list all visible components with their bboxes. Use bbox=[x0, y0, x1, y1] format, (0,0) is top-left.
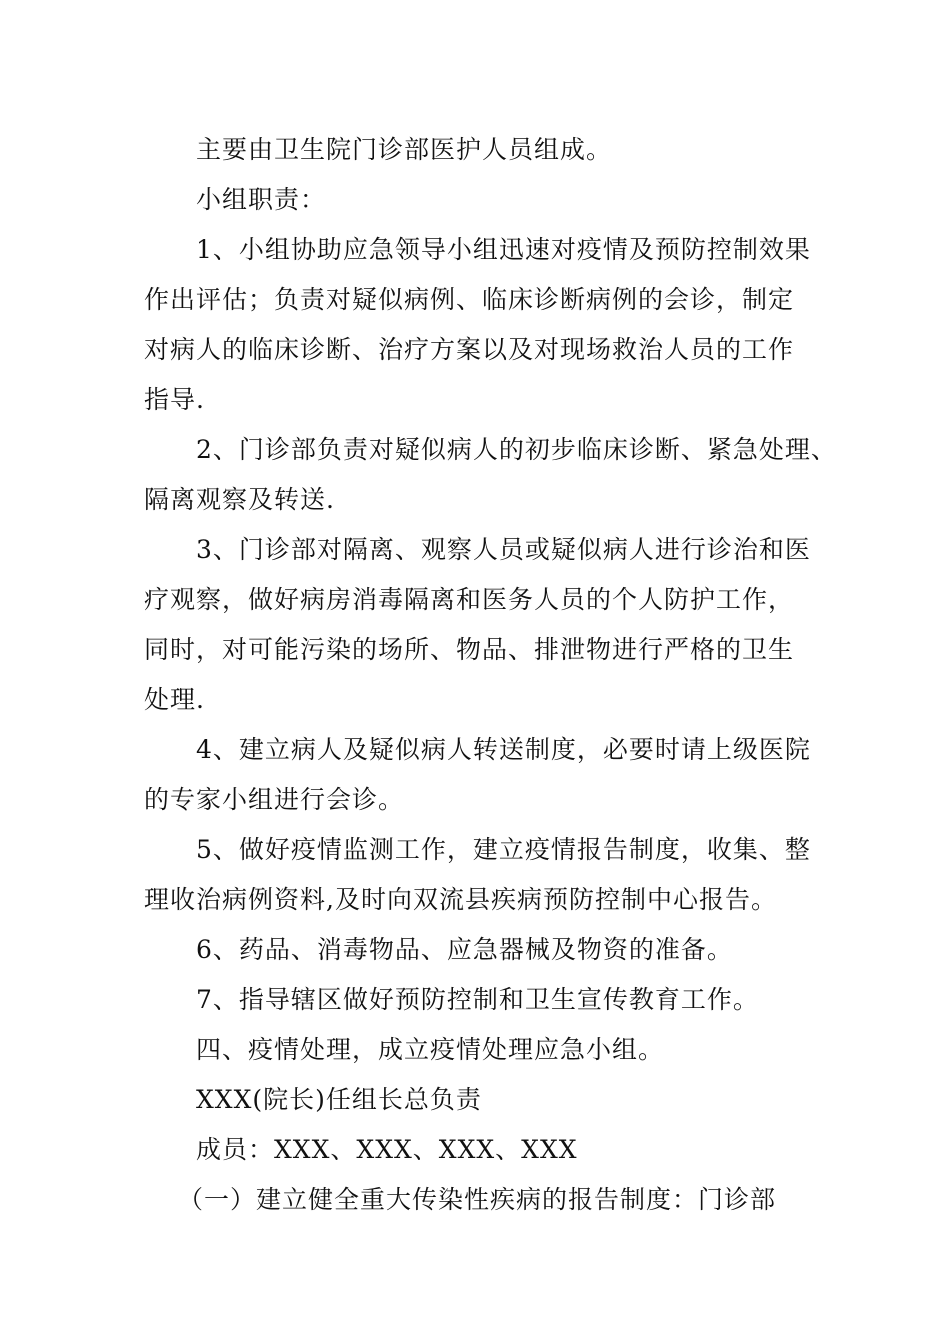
text-line: 对病人的临床诊断、治疗方案以及对现场救治人员的工作 bbox=[144, 335, 795, 364]
text-line: 3、门诊部对隔离、观察人员或疑似病人进行诊治和医 bbox=[196, 535, 811, 564]
text-line: 主要由卫生院门诊部医护人员组成。 bbox=[196, 135, 613, 164]
text-line: 5、做好疫情监测工作，建立疫情报告制度，收集、整 bbox=[196, 835, 811, 864]
text-line: 6、药品、消毒物品、应急器械及物资的准备。 bbox=[196, 935, 733, 964]
text-line: 指导. bbox=[144, 385, 205, 414]
text-line: 1、小组协助应急领导小组迅速对疫情及预防控制效果 bbox=[196, 235, 811, 264]
text-line: （一）建立健全重大传染性疾病的报告制度：门诊部 bbox=[178, 1185, 777, 1214]
text-line: 成员：XXX、XXX、XXX、XXX bbox=[196, 1135, 578, 1164]
text-line: 2、门诊部负责对疑似病人的初步临床诊断、紧急处理、 bbox=[196, 435, 837, 464]
text-line: 处理. bbox=[144, 685, 205, 714]
text-line: 的专家小组进行会诊。 bbox=[144, 785, 405, 814]
text-line: 理收治病例资料,及时向双流县疾病预防控制中心报告。 bbox=[144, 885, 777, 914]
text-line: 小组职责： bbox=[196, 185, 327, 214]
text-line: 作出评估；负责对疑似病例、临床诊断病例的会诊，制定 bbox=[144, 285, 795, 314]
text-line: 4、建立病人及疑似病人转送制度，必要时请上级医院 bbox=[196, 735, 811, 764]
text-line: 隔离观察及转送. bbox=[144, 485, 335, 514]
text-line: 7、指导辖区做好预防控制和卫生宣传教育工作。 bbox=[196, 985, 759, 1014]
text-line: XXX(院长)任组长总负责 bbox=[196, 1085, 482, 1114]
section-heading: 四、疫情处理，成立疫情处理应急小组。 bbox=[196, 1035, 665, 1064]
text-line: 疗观察，做好病房消毒隔离和医务人员的个人防护工作， bbox=[144, 585, 795, 614]
text-line: 同时，对可能污染的场所、物品、排泄物进行严格的卫生 bbox=[144, 635, 795, 664]
